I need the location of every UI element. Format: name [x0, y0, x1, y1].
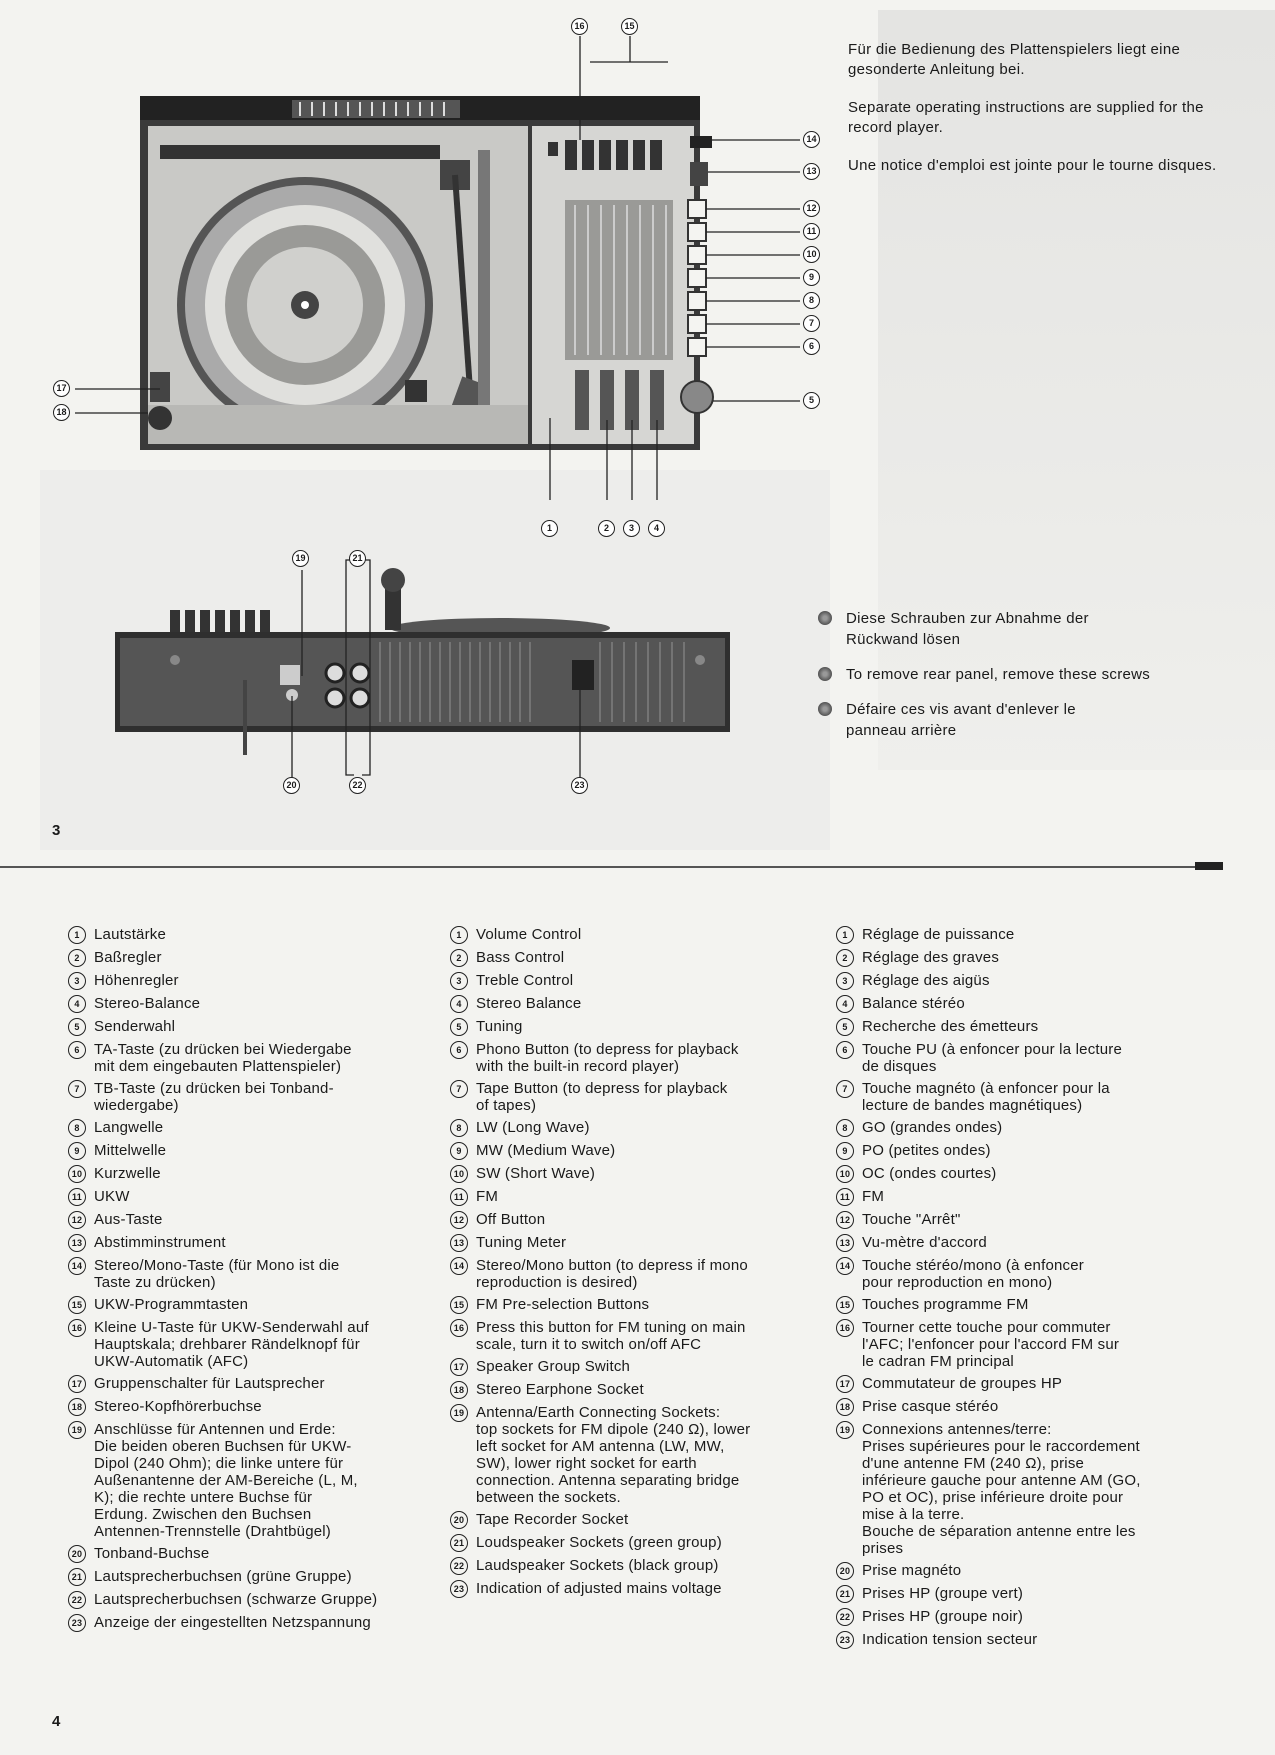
list-item	[450, 995, 820, 1013]
list-item	[836, 926, 1216, 944]
callout-14-label: 14	[803, 131, 820, 148]
list-item	[68, 926, 428, 944]
list-item	[450, 1511, 820, 1529]
callout-4-label: 4	[648, 520, 665, 537]
callout-19	[292, 550, 309, 567]
legend-german	[68, 926, 428, 1637]
item-text: TB-Taste (zu drücken bei Tonband- wiedergabe)	[94, 1080, 334, 1114]
callout-9	[803, 269, 820, 286]
rear-view-illustration	[0, 540, 860, 800]
item-number: 3	[836, 972, 854, 990]
item-text: Touche "Arrêt"	[862, 1211, 961, 1228]
callout-11-label: 11	[803, 223, 820, 240]
item-text: Indication of adjusted mains voltage	[476, 1580, 722, 1597]
item-number: 2	[836, 949, 854, 967]
list-item	[836, 1296, 1216, 1314]
callout-22	[349, 777, 366, 794]
item-number: 19	[450, 1404, 468, 1422]
item-text: FM Pre-selection Buttons	[476, 1296, 650, 1313]
item-text: Réglage de puissance	[862, 926, 1015, 943]
item-number: 5	[836, 1018, 854, 1036]
callout-23-label: 23	[571, 777, 588, 794]
list-item	[68, 1398, 428, 1416]
item-number: 13	[450, 1234, 468, 1252]
item-number: 15	[68, 1296, 86, 1314]
item-number: 9	[68, 1142, 86, 1160]
item-text: Touche magnéto (à enfoncer pour la lecture de bandes magnétiques)	[862, 1080, 1110, 1114]
item-number: 7	[450, 1080, 468, 1098]
item-text: Gruppenschalter für Lautsprecher	[94, 1375, 325, 1392]
item-text: Langwelle	[94, 1119, 164, 1136]
callout-21	[349, 550, 366, 567]
callout-15-label: 15	[621, 18, 638, 35]
item-text: Tape Recorder Socket	[476, 1511, 629, 1528]
item-number: 14	[68, 1257, 86, 1275]
list-item	[68, 1041, 428, 1075]
list-item	[450, 1234, 820, 1252]
item-text: Anzeige der eingestellten Netzspannung	[94, 1614, 371, 1631]
list-item	[68, 1319, 428, 1370]
item-number: 12	[68, 1211, 86, 1229]
item-text: Tonband-Buchse	[94, 1545, 210, 1562]
item-number: 20	[450, 1511, 468, 1529]
item-text: Stereo-Balance	[94, 995, 201, 1012]
list-item	[68, 1614, 428, 1632]
rear-panel-note-en: To remove rear panel, remove these screws	[846, 666, 1151, 683]
callout-5	[803, 392, 820, 409]
list-item	[450, 1080, 820, 1114]
item-text: Phono Button (to depress for playback with the built-in record player)	[476, 1041, 739, 1075]
item-number: 13	[836, 1234, 854, 1252]
item-text: Tourner cette touche pour commuter l'AFC; l'enfoncer pour l'accord FM sur le cadran FM principal	[862, 1319, 1120, 1370]
item-number: 11	[68, 1188, 86, 1206]
record-player-note-fr: Une notice d'emploi est jointe pour le tourne disques.	[848, 157, 1217, 174]
list-item	[68, 995, 428, 1013]
item-number: 21	[836, 1585, 854, 1603]
item-number: 23	[836, 1631, 854, 1649]
list-item	[450, 1381, 820, 1399]
item-text: Prise magnéto	[862, 1562, 962, 1579]
item-number: 1	[450, 926, 468, 944]
record-player-note	[848, 40, 1218, 194]
item-number: 3	[450, 972, 468, 990]
callout-19-label: 19	[292, 550, 309, 567]
callout-7	[803, 315, 820, 332]
legend-french	[836, 926, 1216, 1654]
callout-16-label: 16	[571, 18, 588, 35]
item-number: 7	[68, 1080, 86, 1098]
item-number: 2	[68, 949, 86, 967]
item-number: 20	[68, 1545, 86, 1563]
callout-4	[648, 520, 665, 537]
item-number: 4	[450, 995, 468, 1013]
callout-2	[598, 520, 615, 537]
item-number: 19	[836, 1421, 854, 1439]
list-item	[836, 1631, 1216, 1649]
list-item	[450, 1018, 820, 1036]
callout-18-label: 18	[53, 404, 70, 421]
item-text: Treble Control	[476, 972, 574, 989]
page-number-bottom: 4	[52, 1713, 61, 1730]
item-number: 8	[450, 1119, 468, 1137]
item-text: Senderwahl	[94, 1018, 176, 1035]
item-text: SW (Short Wave)	[476, 1165, 596, 1182]
list-item	[68, 1165, 428, 1183]
item-text: Bass Control	[476, 949, 565, 966]
item-text: Kleine U-Taste für UKW-Senderwahl auf Hauptskala; drehbarer Rändelknopf für UKW-Automatik (AFC)	[94, 1319, 369, 1370]
item-number: 10	[68, 1165, 86, 1183]
item-number: 7	[836, 1080, 854, 1098]
item-number: 9	[450, 1142, 468, 1160]
callout-16	[571, 18, 588, 35]
item-text: Prises HP (groupe noir)	[862, 1608, 1024, 1625]
list-item	[836, 972, 1216, 990]
list-item	[68, 972, 428, 990]
callout-12	[803, 200, 820, 217]
rear-panel-note-en-row	[818, 664, 1218, 685]
list-item	[68, 1234, 428, 1252]
rear-panel-note-de-row	[818, 608, 1218, 650]
list-item	[68, 1142, 428, 1160]
item-text: Réglage des aigüs	[862, 972, 990, 989]
item-text: Off Button	[476, 1211, 546, 1228]
list-item	[836, 1142, 1216, 1160]
callout-3-label: 3	[623, 520, 640, 537]
list-item	[450, 1041, 820, 1075]
item-text: TA-Taste (zu drücken bei Wiedergabe mit dem eingebauten Plattenspieler)	[94, 1041, 352, 1075]
item-text: UKW-Programmtasten	[94, 1296, 249, 1313]
item-text: Balance stéréo	[862, 995, 965, 1012]
callout-6-label: 6	[803, 338, 820, 355]
list-item	[68, 1375, 428, 1393]
list-item	[836, 1018, 1216, 1036]
callout-18	[53, 404, 70, 421]
item-number: 11	[450, 1188, 468, 1206]
item-number: 16	[450, 1319, 468, 1337]
rear-panel-note-fr: Défaire ces vis avant d'enlever le panneau arrière	[846, 701, 1076, 739]
list-item	[836, 995, 1216, 1013]
list-item	[450, 1534, 820, 1552]
callout-14	[803, 131, 820, 148]
screw-icon	[818, 667, 832, 681]
item-number: 5	[450, 1018, 468, 1036]
list-item	[836, 1234, 1216, 1252]
item-number: 11	[836, 1188, 854, 1206]
callout-8-label: 8	[803, 292, 820, 309]
item-number: 21	[68, 1568, 86, 1586]
item-number: 8	[68, 1119, 86, 1137]
callout-20	[283, 777, 300, 794]
list-item	[836, 1608, 1216, 1626]
list-item	[450, 1188, 820, 1206]
list-item	[450, 1165, 820, 1183]
item-number: 12	[450, 1211, 468, 1229]
list-item	[68, 1080, 428, 1114]
item-text: Stereo-Kopfhörerbuchse	[94, 1398, 262, 1415]
item-number: 22	[68, 1591, 86, 1609]
list-item	[450, 1119, 820, 1137]
callout-11	[803, 223, 820, 240]
list-item	[836, 949, 1216, 967]
callout-22-label: 22	[349, 777, 366, 794]
rear-panel-note	[818, 608, 1218, 741]
list-item	[836, 1041, 1216, 1075]
list-item	[836, 1257, 1216, 1291]
item-number: 9	[836, 1142, 854, 1160]
item-number: 14	[450, 1257, 468, 1275]
list-item	[68, 1296, 428, 1314]
item-text: Lautstärke	[94, 926, 167, 943]
list-item	[450, 1257, 820, 1291]
item-number: 4	[68, 995, 86, 1013]
item-text: PO (petites ondes)	[862, 1142, 991, 1159]
item-text: Vu-mètre d'accord	[862, 1234, 987, 1251]
list-item	[450, 1557, 820, 1575]
item-text: FM	[862, 1188, 885, 1205]
list-item	[68, 1018, 428, 1036]
item-text: Antenna/Earth Connecting Sockets: top sockets for FM dipole (240 Ω), lower left socket for AM antenna (LW, MW, SW), lower right socket for earth connection. Antenna separating bridge between the sockets.	[476, 1404, 751, 1506]
item-text: FM	[476, 1188, 499, 1205]
page-divider	[0, 866, 1222, 868]
list-item	[68, 1568, 428, 1586]
list-item	[450, 972, 820, 990]
callout-13	[803, 163, 820, 180]
item-text: UKW	[94, 1188, 130, 1205]
item-number: 17	[836, 1375, 854, 1393]
list-item	[836, 1080, 1216, 1114]
item-text: Press this button for FM tuning on main scale, turn it to switch on/off AFC	[476, 1319, 746, 1353]
callout-10	[803, 246, 820, 263]
item-number: 1	[836, 926, 854, 944]
rear-panel-note-fr-row	[818, 699, 1218, 741]
list-item	[450, 1580, 820, 1598]
item-number: 17	[68, 1375, 86, 1393]
front-view-illustration	[0, 0, 860, 540]
item-text: Stereo/Mono button (to depress if mono reproduction is desired)	[476, 1257, 748, 1291]
callout-3	[623, 520, 640, 537]
item-number: 16	[68, 1319, 86, 1337]
item-number: 22	[450, 1557, 468, 1575]
item-number: 6	[836, 1041, 854, 1059]
item-number: 10	[450, 1165, 468, 1183]
item-text: Anschlüsse für Antennen und Erde: Die beiden oberen Buchsen für UKW- Dipol (240 Ohm); die linke untere für Außenantenne der AM-Bereiche (L, M, K); die rechte untere Buchse für Erdung. Zwischen den Buchsen Antennen-Trennstelle (Drahtbügel)	[94, 1421, 358, 1540]
item-text: Prises HP (groupe vert)	[862, 1585, 1024, 1602]
callout-1-label: 1	[541, 520, 558, 537]
callout-5-label: 5	[803, 392, 820, 409]
list-item	[68, 1211, 428, 1229]
item-number: 16	[836, 1319, 854, 1337]
item-text: Volume Control	[476, 926, 582, 943]
list-item	[450, 1358, 820, 1376]
list-item	[68, 1545, 428, 1563]
callout-2-label: 2	[598, 520, 615, 537]
item-number: 18	[68, 1398, 86, 1416]
item-text: GO (grandes ondes)	[862, 1119, 1003, 1136]
item-number: 22	[836, 1608, 854, 1626]
item-number: 18	[836, 1398, 854, 1416]
item-text: Connexions antennes/terre: Prises supérieures pour le raccordement d'une antenne FM (240 Ω), prise inférieure gauche pour antenne AM (GO, PO et OC), prise inférieure droite pour mise à la terre. Bouche de séparation antenne entre les prises	[862, 1421, 1141, 1557]
list-item	[68, 1421, 428, 1540]
list-item	[450, 949, 820, 967]
item-number: 6	[68, 1041, 86, 1059]
item-text: Mittelwelle	[94, 1142, 167, 1159]
list-item	[450, 1319, 820, 1353]
item-number: 19	[68, 1421, 86, 1439]
rear-panel-note-de: Diese Schrauben zur Abnahme der Rückwand lösen	[846, 610, 1089, 648]
callout-8	[803, 292, 820, 309]
item-text: Recherche des émetteurs	[862, 1018, 1039, 1035]
list-item	[450, 1211, 820, 1229]
list-item	[836, 1119, 1216, 1137]
item-number: 8	[836, 1119, 854, 1137]
item-number: 3	[68, 972, 86, 990]
item-text: OC (ondes courtes)	[862, 1165, 997, 1182]
record-player-note-de: Für die Bedienung des Plattenspielers liegt eine gesonderte Anleitung bei.	[848, 41, 1181, 78]
item-text: Commutateur de groupes HP	[862, 1375, 1063, 1392]
item-text: Tape Button (to depress for playback of tapes)	[476, 1080, 728, 1114]
item-text: Touches programme FM	[862, 1296, 1029, 1313]
callout-17	[53, 380, 70, 397]
item-number: 15	[836, 1296, 854, 1314]
item-text: Indication tension secteur	[862, 1631, 1038, 1648]
item-text: Touche stéréo/mono (à enfoncer pour reproduction en mono)	[862, 1257, 1084, 1291]
item-number: 13	[68, 1234, 86, 1252]
item-text: Tuning Meter	[476, 1234, 567, 1251]
item-text: Stereo/Mono-Taste (für Mono ist die Taste zu drücken)	[94, 1257, 340, 1291]
item-number: 12	[836, 1211, 854, 1229]
page-number-top: 3	[52, 822, 61, 839]
item-text: Prise casque stéréo	[862, 1398, 999, 1415]
item-number: 20	[836, 1562, 854, 1580]
record-player-note-en: Separate operating instructions are supplied for the record player.	[848, 99, 1204, 136]
item-number: 10	[836, 1165, 854, 1183]
item-text: Kurzwelle	[94, 1165, 161, 1182]
callout-13-label: 13	[803, 163, 820, 180]
item-text: Höhenregler	[94, 972, 179, 989]
screw-icon	[818, 611, 832, 625]
item-text: Abstimminstrument	[94, 1234, 226, 1251]
item-number: 15	[450, 1296, 468, 1314]
item-text: Baßregler	[94, 949, 162, 966]
list-item	[836, 1165, 1216, 1183]
item-text: Tuning	[476, 1018, 523, 1035]
list-item	[836, 1562, 1216, 1580]
callout-21-label: 21	[349, 550, 366, 567]
item-text: Laudspeaker Sockets (black group)	[476, 1557, 719, 1574]
item-number: 17	[450, 1358, 468, 1376]
item-text: Stereo Balance	[476, 995, 582, 1012]
item-number: 5	[68, 1018, 86, 1036]
list-item	[450, 926, 820, 944]
callout-10-label: 10	[803, 246, 820, 263]
item-number: 6	[450, 1041, 468, 1059]
screw-icon	[818, 702, 832, 716]
list-item	[836, 1585, 1216, 1603]
list-item	[68, 949, 428, 967]
callout-6	[803, 338, 820, 355]
item-number: 23	[450, 1580, 468, 1598]
item-text: Aus-Taste	[94, 1211, 163, 1228]
item-number: 1	[68, 926, 86, 944]
item-number: 2	[450, 949, 468, 967]
item-number: 14	[836, 1257, 854, 1275]
callout-15	[621, 18, 638, 35]
callout-20-label: 20	[283, 777, 300, 794]
list-item	[836, 1421, 1216, 1557]
list-item	[836, 1211, 1216, 1229]
page-divider-end	[1195, 862, 1223, 870]
item-text: Loudspeaker Sockets (green group)	[476, 1534, 722, 1551]
list-item	[836, 1375, 1216, 1393]
item-text: Speaker Group Switch	[476, 1358, 631, 1375]
list-item	[68, 1119, 428, 1137]
list-item	[68, 1591, 428, 1609]
list-item	[68, 1257, 428, 1291]
item-text: MW (Medium Wave)	[476, 1142, 616, 1159]
item-text: Réglage des graves	[862, 949, 1000, 966]
item-text: Stereo Earphone Socket	[476, 1381, 644, 1398]
callout-12-label: 12	[803, 200, 820, 217]
callout-17-label: 17	[53, 380, 70, 397]
item-text: Lautsprecherbuchsen (schwarze Gruppe)	[94, 1591, 378, 1608]
item-number: 23	[68, 1614, 86, 1632]
legend-english	[450, 926, 820, 1603]
item-text: Touche PU (à enfoncer pour la lecture de disques	[862, 1041, 1123, 1075]
item-number: 21	[450, 1534, 468, 1552]
list-item	[68, 1188, 428, 1206]
callout-7-label: 7	[803, 315, 820, 332]
list-item	[836, 1398, 1216, 1416]
list-item	[450, 1142, 820, 1160]
list-item	[450, 1296, 820, 1314]
list-item	[450, 1404, 820, 1506]
list-item	[836, 1188, 1216, 1206]
item-text: Lautsprecherbuchsen (grüne Gruppe)	[94, 1568, 352, 1585]
callout-1	[541, 520, 558, 537]
callout-9-label: 9	[803, 269, 820, 286]
item-number: 18	[450, 1381, 468, 1399]
callout-23	[571, 777, 588, 794]
list-item	[836, 1319, 1216, 1370]
item-text: LW (Long Wave)	[476, 1119, 590, 1136]
item-number: 4	[836, 995, 854, 1013]
